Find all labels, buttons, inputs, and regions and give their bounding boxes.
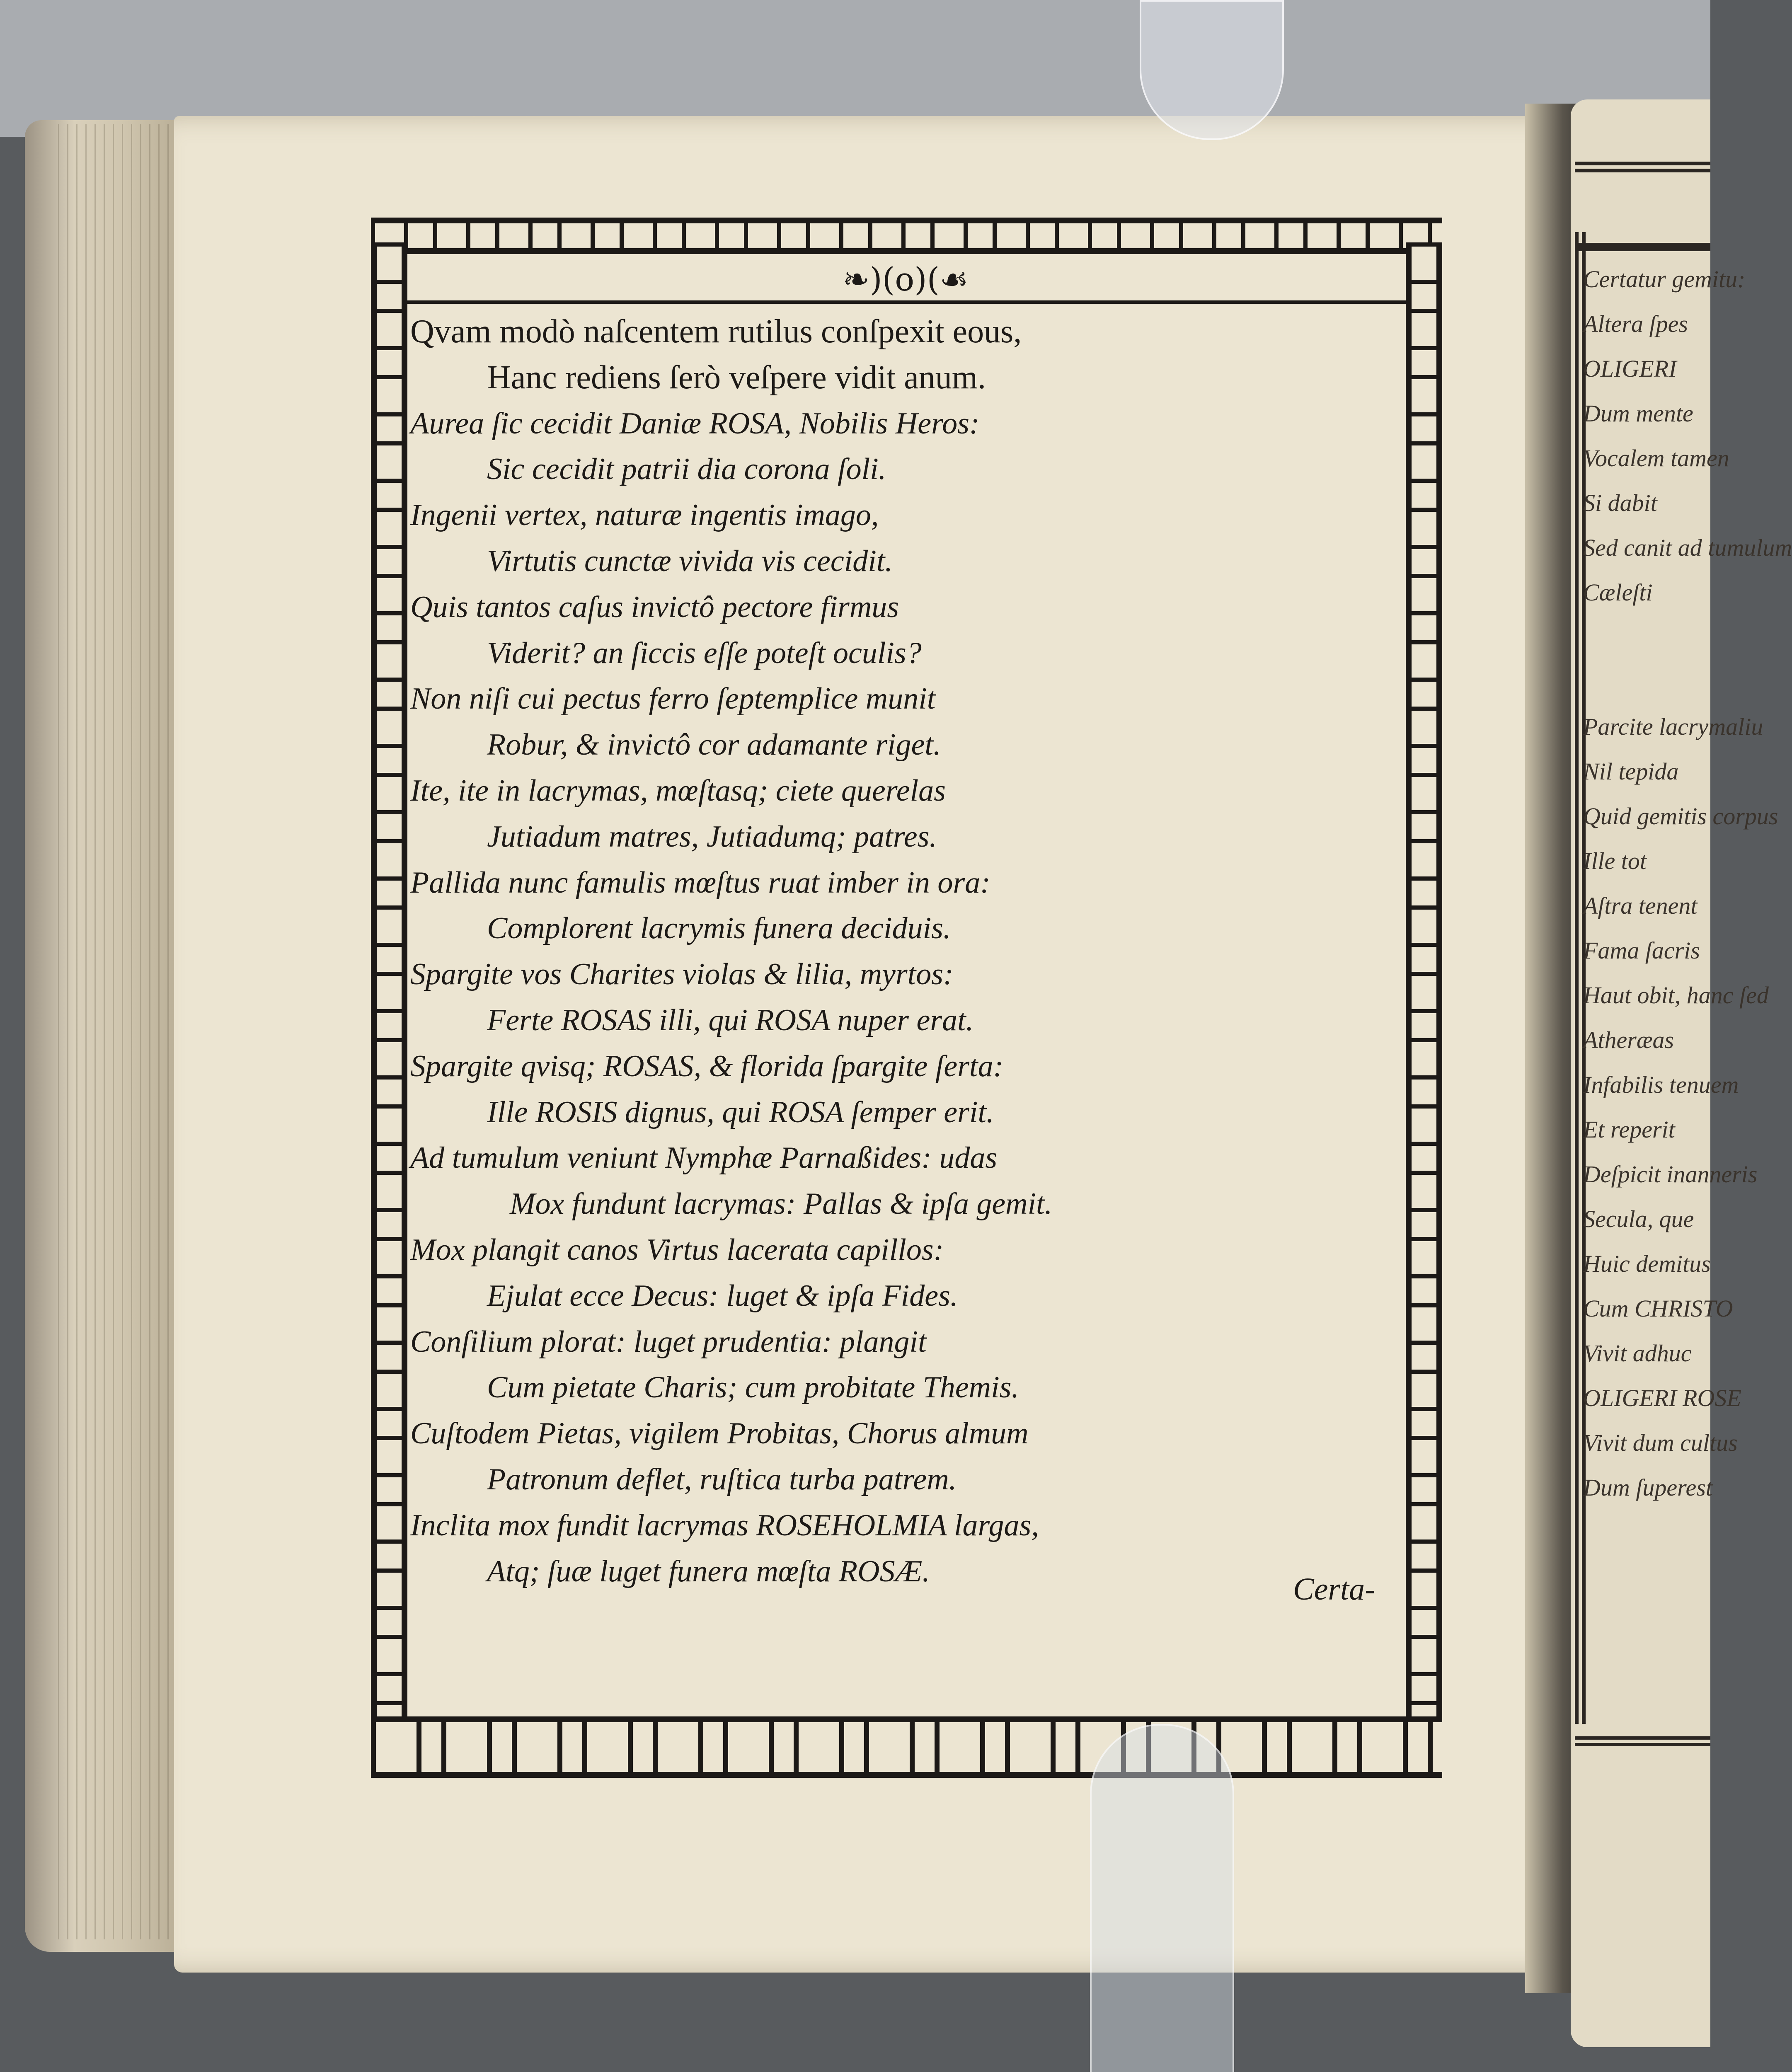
facing-page-line: Huic demitus <box>1583 1250 1711 1277</box>
poem-line: Spargite qvisq; ROSAS, & florida ſpargite ſerta: <box>410 1049 1004 1083</box>
poem-line: Ingenii vertex, naturæ ingentis imago, <box>410 498 879 533</box>
poem-line: Non niſi cui pectus ferro ſeptemplice munit <box>410 682 936 716</box>
poem-line: Ite, ite in lacrymas, mœſtasq; ciete querelas <box>410 773 946 808</box>
poem-text <box>410 309 1413 1594</box>
poem-line: Spargite vos Charites violas & lilia, myrtos: <box>410 957 954 992</box>
facing-page-line: Vivit adhuc <box>1583 1340 1692 1367</box>
poem-line: Ferte ROSAS illi, qui ROSA nuper erat. <box>487 1003 974 1037</box>
facing-page-line: Sed canit ad tumulum <box>1583 534 1792 561</box>
poem-line: Ejulat ecce Decus: luget & ipſa Fides. <box>487 1278 958 1313</box>
facing-page-line: Vivit dum cultus <box>1583 1429 1738 1456</box>
poem-line: Cum pietate Charis; cum probitate Themis. <box>487 1370 1019 1405</box>
facing-page-line: OLIGERI <box>1583 355 1677 382</box>
header-rule <box>402 300 1409 304</box>
facing-page-line <box>1583 615 1792 660</box>
facing-page-line: Parcite lacrymaliu <box>1583 713 1763 740</box>
poem-line: Ad tumulum veniunt Nymphæ Parnaßides: udas <box>410 1141 998 1175</box>
facing-page-line: Infabilis tenuem <box>1583 1071 1739 1098</box>
facing-page-line: Quid gemitis corpus <box>1583 803 1778 830</box>
poem-line: Mox plangit canos Virtus lacerata capillos: <box>410 1232 944 1267</box>
poem-line: Patronum deflet, ruſtica turba patrem. <box>487 1462 957 1496</box>
page-clip-bottom <box>1090 1724 1234 2072</box>
poem-line: Complorent lacrymis funera deciduis. <box>487 911 951 946</box>
facing-page-line: Cæleſti <box>1583 579 1653 606</box>
poem-line: Virtutis cunctæ vivida vis cecidit. <box>487 544 893 578</box>
poem-line: Viderit? an ſiccis eſſe poteſt oculis? <box>487 636 922 670</box>
page-clip-top <box>1140 0 1284 140</box>
poem-line: Aurea ſic cecidit Daniæ ROSA, Nobilis Heros: <box>410 406 980 441</box>
frame-border-bottom <box>371 1716 1442 1778</box>
page-stack-lines <box>58 124 182 1939</box>
facing-page-line: Altera ſpes <box>1583 310 1688 337</box>
frame-border-top <box>371 218 1442 254</box>
facing-page <box>1571 99 1792 2047</box>
catchword: Certa- <box>1293 1572 1375 1607</box>
facing-page-line: Dum ſuperest <box>1583 1474 1712 1501</box>
facing-page-text <box>1583 257 1792 1510</box>
facing-page-line: Dum mente <box>1583 400 1693 427</box>
facing-page-line: Vocalem tamen <box>1583 445 1729 472</box>
poem-line: Hanc rediens ſerò veſpere vidit anum. <box>487 359 986 396</box>
facing-page-line: Si dabit <box>1583 489 1657 516</box>
poem-line: Inclita mox fundit lacrymas ROSEHOLMIA largas, <box>410 1508 1039 1542</box>
facing-page-line: Deſpicit inanneris <box>1583 1161 1758 1188</box>
poem-line: Quis tantos caſus invictô pectore firmus <box>410 590 899 624</box>
facing-page-line <box>1583 660 1792 704</box>
facing-page-line: Cum CHRISTO <box>1583 1295 1733 1322</box>
poem-line: Cuſtodem Pietas, vigilem Probitas, Chorus almum <box>410 1416 1029 1451</box>
facing-page-border-bottom <box>1575 1736 1710 1771</box>
poem-line: Qvam modò naſcentem rutilus conſpexit eous, <box>410 313 1022 350</box>
poem-line: Conſilium plorat: luget prudentia: plangit <box>410 1324 927 1359</box>
poem-line: Pallida nunc famulis mœſtus ruat imber in ora: <box>410 865 990 900</box>
facing-page-line: Atheræas <box>1583 1026 1674 1053</box>
facing-page-line: Et reperit <box>1583 1116 1675 1143</box>
poem-line: Jutiadum matres, Jutiadumq; patres. <box>487 819 937 854</box>
poem-line: Robur, & invictô cor adamante riget. <box>487 728 941 762</box>
poem-line: Sic cecidit patrii dia corona ſoli. <box>487 452 886 487</box>
facing-page-line: Fama ſacris <box>1583 937 1700 964</box>
facing-page-line: Certatur gemitu: <box>1583 266 1746 293</box>
facing-page-line: Secula, que <box>1583 1205 1694 1232</box>
facing-page-line: Aſtra tenent <box>1583 892 1698 919</box>
facing-page-line: Nil tepida <box>1583 758 1679 785</box>
poem-line: Atq; ſuæ luget funera mœſta ROSÆ. <box>487 1554 930 1588</box>
poem-line: Ille ROSIS dignus, qui ROSA ſemper erit. <box>487 1095 994 1129</box>
fleuron-ornament: ❧)(o)(☙ <box>843 261 969 298</box>
facing-page-line: Haut obit, hanc ſed <box>1583 982 1769 1009</box>
facing-page-line: OLIGERI ROSE <box>1583 1385 1741 1411</box>
frame-border-left <box>371 242 407 1728</box>
poem-line: Mox fundunt lacrymas: Pallas & ipſa gemit. <box>510 1187 1053 1221</box>
facing-page-line: Ille tot <box>1583 847 1647 874</box>
